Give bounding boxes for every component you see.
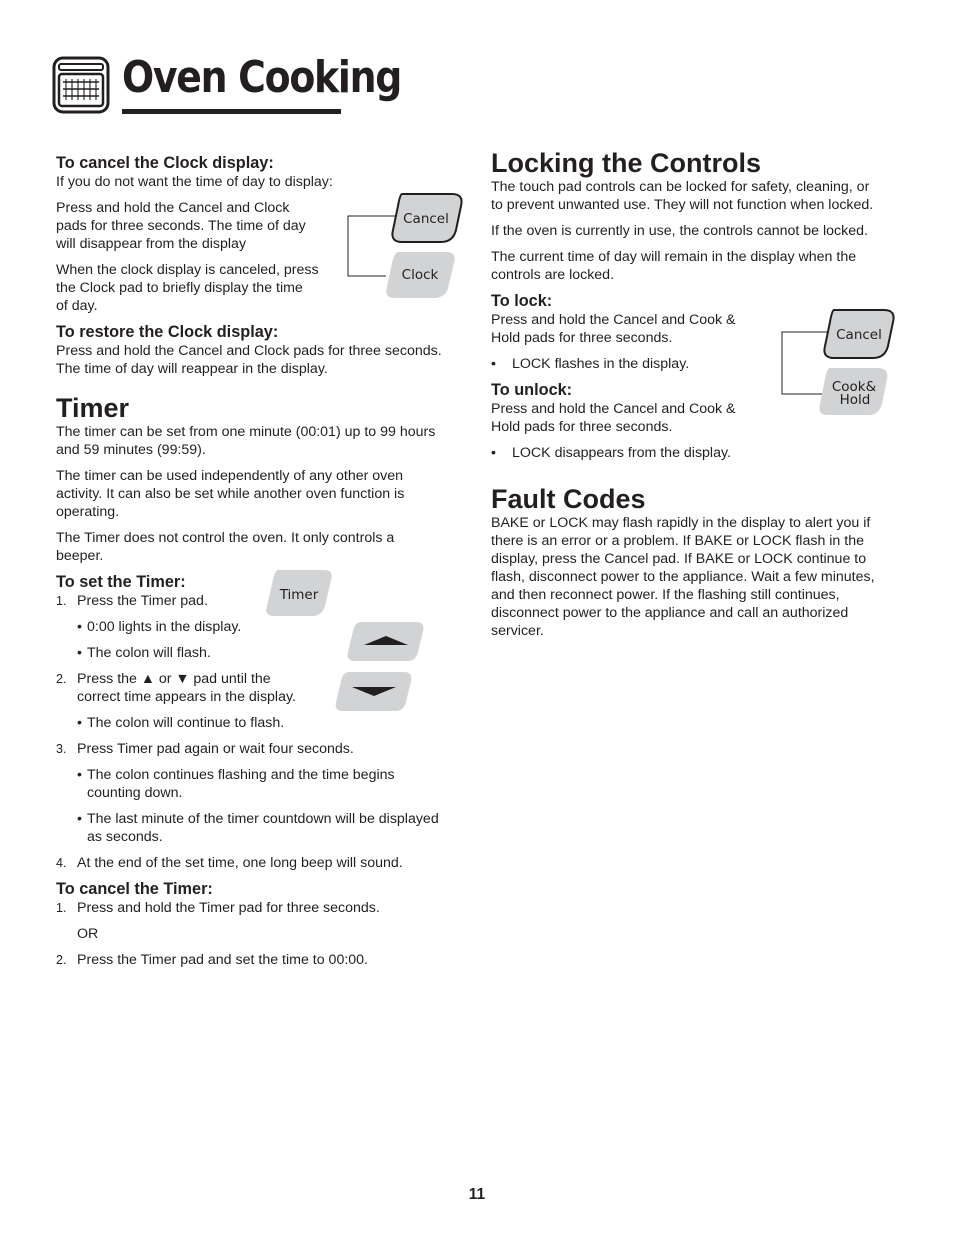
cancel-timer-step-1: 1. Press and hold the Timer pad for three seconds.: [56, 900, 380, 916]
cancel-clock-heading: To cancel the Clock display:: [56, 154, 274, 172]
oven-icon: [52, 56, 110, 114]
locking-intro: The touch pad controls can be locked for safety, cleaning, or to prevent unwanted use. They will not function when locked.: [491, 179, 874, 213]
lock-heading: To lock:: [491, 292, 553, 310]
cancel-pad-label: Cancel: [836, 327, 882, 343]
set-timer-step-1: 1. Press the Timer pad.: [56, 593, 208, 609]
cancel-clock-pads-diagram: [340, 188, 470, 303]
set-timer-step-1-bullet: • 0:00 lights in the display.: [77, 619, 242, 635]
up-arrow-pad: [346, 620, 426, 664]
restore-clock-heading: To restore the Clock display:: [56, 323, 279, 341]
locking-time-note: The current time of day will remain in the display when the controls are locked.: [491, 249, 857, 283]
set-timer-step-2-bullet: • The colon will continue to flash.: [77, 715, 285, 731]
cancel-pad-label: Cancel: [403, 211, 449, 227]
unlock-bullet: • LOCK disappears from the display.: [491, 445, 731, 461]
set-timer-step-3-bullet: • The last minute of the timer countdown will be displayed as seconds.: [77, 811, 439, 845]
cancel-cook-hold-pads-diagram: [776, 304, 900, 422]
fault-codes-text: BAKE or LOCK may flash rapidly in the display to alert you if there is an error or a problem. If BAKE or LOCK flash in the display, press the Cancel pad. If BAKE or LOCK continue to flash, disconnect power to the appliance. Wait a few minutes, and then reconnect power. If the flashing still continues, disconnect power to the appliance and call an authorized servicer.: [491, 515, 875, 639]
fault-codes-heading: Fault Codes: [491, 484, 646, 514]
page-number: 11: [468, 1186, 486, 1203]
cancel-timer-heading: To cancel the Timer:: [56, 880, 213, 898]
down-arrow-pad: [334, 670, 414, 714]
set-timer-step-3-bullet: • The colon continues flashing and the time begins counting down.: [77, 767, 395, 801]
timer-pad: [264, 566, 336, 620]
cook-hold-pad-label: Cook&: [831, 379, 877, 395]
clock-pad-label: Clock: [401, 267, 439, 283]
lock-instructions: Press and hold the Cancel and Cook & Hold pads for three seconds.: [491, 312, 736, 346]
locking-in-use-note: If the oven is currently in use, the controls cannot be locked.: [491, 223, 868, 239]
cancel-clock-instructions: Press and hold the Cancel and Clock pads for three seconds. The time of day will disappear from the display: [56, 200, 306, 252]
cancel-timer-step-2: 2. Press the Timer pad and set the time to 00:00.: [56, 952, 369, 968]
timer-range-text: The timer can be set from one minute (00:01) up to 99 hours and 59 minutes (99:59).: [56, 424, 436, 458]
cancel-timer-or: OR: [77, 926, 99, 942]
set-timer-step-1-bullet: • The colon will flash.: [77, 645, 211, 661]
page-title: Oven Cooking: [122, 52, 402, 103]
cancel-clock-intro: If you do not want the time of day to display:: [56, 174, 333, 190]
timer-independent-text: The timer can be used independently of any other oven activity. It can also be set while another oven function is operating.: [56, 468, 405, 520]
set-timer-heading: To set the Timer:: [56, 573, 186, 591]
timer-pad-label: Timer: [279, 587, 319, 603]
timer-beeper-text: The Timer does not control the oven. It only controls a beeper.: [56, 530, 395, 564]
unlock-instructions: Press and hold the Cancel and Cook & Hold pads for three seconds.: [491, 401, 736, 435]
timer-heading: Timer: [56, 393, 130, 423]
unlock-heading: To unlock:: [491, 381, 573, 399]
cancel-clock-note: When the clock display is canceled, press the Clock pad to briefly display the time of day.: [56, 262, 319, 314]
cook-hold-pad-label: Hold: [839, 392, 871, 408]
locking-heading: Locking the Controls: [491, 148, 761, 178]
title-underline: [122, 109, 341, 114]
set-timer-step-4: 4. At the end of the set time, one long beep will sound.: [56, 855, 403, 871]
set-timer-step-3: 3. Press Timer pad again or wait four seconds.: [56, 741, 354, 757]
set-timer-step-2: 2. Press the ▲ or ▼ pad until the correct time appears in the display.: [56, 671, 296, 705]
restore-clock-instructions: Press and hold the Cancel and Clock pads for three seconds. The time of day will reappear in the display.: [56, 343, 442, 377]
lock-bullet: • LOCK flashes in the display.: [491, 356, 690, 372]
